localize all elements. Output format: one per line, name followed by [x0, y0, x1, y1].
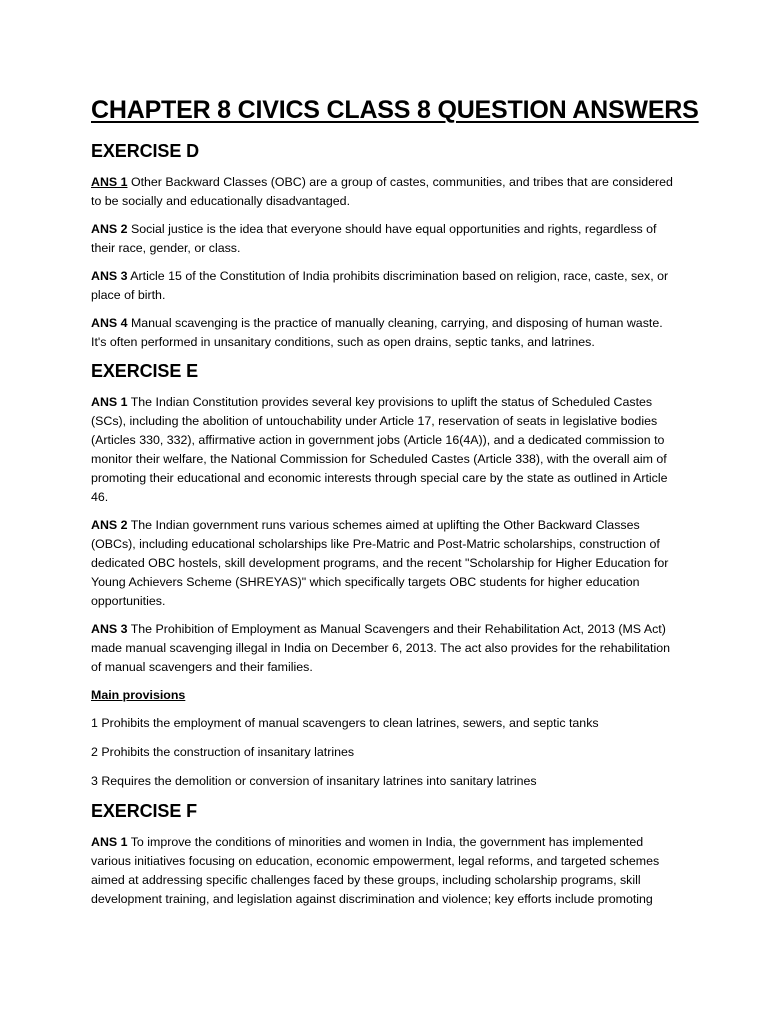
answer-label: ANS 1 [91, 175, 128, 189]
answer-text: Article 15 of the Constitution of India prohibits discrimination based on religion, race, caste, sex, or place of birth. [91, 269, 669, 302]
page-title: CHAPTER 8 CIVICS CLASS 8 QUESTION ANSWERS [91, 96, 699, 124]
provision-item: 1 Prohibits the employment of manual scavengers to clean latrines, sewers, and septic tanks [91, 716, 599, 730]
exercise-e-heading: EXERCISE E [91, 361, 199, 381]
answer-text: The Indian government runs various schemes aimed at uplifting the Other Backward Classes (OBCs), including educational scholarships like Pre-Matric and Post-Matric scholarships, construction of dedicated OBC hostels, skill development programs, and the recent "Scholarship for Higher Education for Young Achievers Scheme (SHREYAS)" which specifically targets OBC students for higher education opportunities. [91, 518, 669, 608]
exercise-d-answer-4 [91, 314, 681, 352]
answer-label: ANS 3 [91, 622, 128, 636]
exercise-d-answer-3 [91, 267, 681, 305]
exercise-e-answer-2 [91, 516, 681, 611]
exercise-d-answer-1 [91, 173, 681, 211]
answer-label: ANS 4 [91, 316, 128, 330]
answer-text: Manual scavenging is the practice of manually cleaning, carrying, and disposing of human waste. It's often performed in unsanitary conditions, such as open drains, septic tanks, and latrines. [91, 316, 663, 349]
answer-text: The Prohibition of Employment as Manual Scavengers and their Rehabilitation Act, 2013 (MS Act) made manual scavenging illegal in India on December 6, 2013. The act also provides for the rehabilitation of manual scavengers and their families. [91, 622, 671, 674]
answer-text: To improve the conditions of minorities and women in India, the government has implemented various initiatives focusing on education, economic empowerment, legal reforms, and targeted schemes aimed at addressing specific challenges faced by these groups, including scholarship programs, skill development training, and legislation against discrimination and violence; key efforts include promoting [91, 835, 660, 906]
exercise-e-answer-3 [91, 620, 681, 677]
exercise-f-answer-1 [91, 833, 681, 909]
provision-item: 2 Prohibits the construction of insanitary latrines [91, 745, 355, 759]
main-provisions-heading: Main provisions [91, 688, 186, 702]
exercise-d-heading: EXERCISE D [91, 141, 200, 161]
answer-text: The Indian Constitution provides several key provisions to uplift the status of Scheduled Castes (SCs), including the abolition of untouchability under Article 17, reservation of seats in legislative bodies (Articles 330, 332), affirmative action in government jobs (Article 16(4A)), and a dedicated commission to monitor their welfare, the National Commission for Scheduled Castes (Article 338), with the overall aim of promoting their educational and economic interests through special care by the state as outlined in Article 46. [91, 395, 668, 504]
answer-label: ANS 2 [91, 222, 128, 236]
document-page [91, 96, 699, 918]
answer-label: ANS 2 [91, 518, 128, 532]
exercise-f-heading: EXERCISE F [91, 801, 198, 821]
exercise-e-section [91, 361, 681, 791]
exercise-e-answer-1 [91, 393, 681, 507]
answer-text: Other Backward Classes (OBC) are a group of castes, communities, and tribes that are considered to be socially and educationally disadvantaged. [91, 175, 673, 208]
exercise-f-section [91, 801, 681, 909]
answer-label: ANS 1 [91, 835, 128, 849]
answer-text: Social justice is the idea that everyone should have equal opportunities and rights, regardless of their race, gender, or class. [91, 222, 657, 255]
answer-label: ANS 3 [91, 269, 128, 283]
exercise-d-answer-2 [91, 220, 681, 258]
answer-label: ANS 1 [91, 395, 128, 409]
exercise-d-section [91, 141, 681, 352]
provision-item: 3 Requires the demolition or conversion of insanitary latrines into sanitary latrines [91, 774, 537, 788]
